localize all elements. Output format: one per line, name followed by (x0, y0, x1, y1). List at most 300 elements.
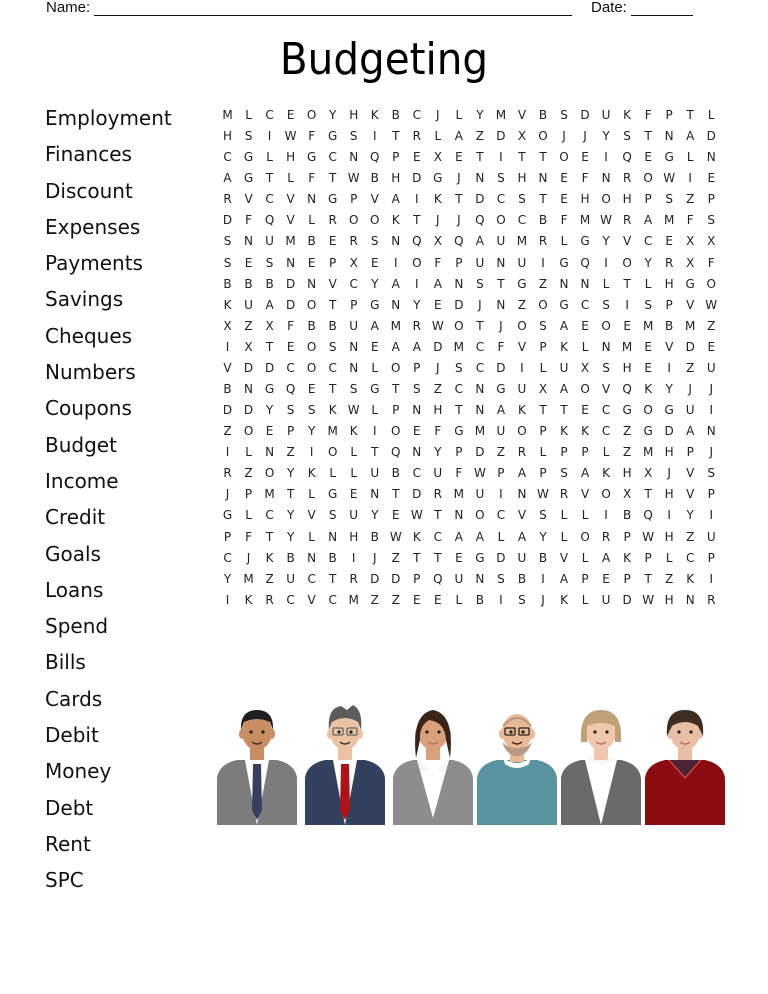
grid-letter[interactable]: H (664, 529, 674, 544)
grid-letter[interactable]: I (372, 129, 377, 144)
grid-letter[interactable]: Q (433, 571, 443, 586)
grid-letter[interactable]: A (517, 466, 527, 481)
grid-letter[interactable]: T (329, 382, 337, 397)
grid-letter[interactable]: Y (223, 571, 232, 586)
grid-letter[interactable]: H (580, 192, 590, 207)
grid-letter[interactable]: C (265, 108, 274, 122)
grid-letter[interactable]: H (664, 445, 674, 460)
grid-letter[interactable]: E (707, 171, 716, 186)
grid-letter[interactable]: L (329, 466, 337, 481)
grid-letter[interactable]: F (245, 213, 252, 228)
grid-letter[interactable]: U (706, 360, 716, 375)
grid-letter[interactable]: Z (686, 360, 695, 375)
grid-letter[interactable]: S (560, 108, 568, 122)
grid-letter[interactable]: E (455, 150, 463, 165)
grid-letter[interactable]: I (393, 255, 398, 270)
grid-letter[interactable]: P (329, 255, 337, 270)
grid-letter[interactable]: E (560, 192, 568, 207)
grid-letter[interactable]: F (707, 255, 715, 270)
grid-letter[interactable]: C (496, 508, 506, 523)
grid-letter[interactable]: H (622, 192, 632, 207)
grid-letter[interactable]: S (623, 129, 631, 144)
grid-letter[interactable]: B (622, 508, 632, 523)
grid-letter[interactable]: P (623, 571, 631, 586)
grid-letter[interactable]: V (244, 192, 253, 207)
grid-letter[interactable]: W (431, 318, 444, 333)
grid-letter[interactable]: R (622, 171, 632, 186)
grid-letter[interactable]: E (455, 550, 463, 565)
grid-letter[interactable]: G (370, 297, 380, 312)
grid-letter[interactable]: D (475, 445, 485, 460)
grid-letter[interactable]: A (454, 529, 463, 544)
grid-letter[interactable]: V (665, 339, 674, 354)
grid-letter[interactable]: T (539, 150, 547, 165)
grid-letter[interactable]: R (265, 592, 274, 607)
grid-letter[interactable]: Y (602, 129, 610, 144)
grid-letter[interactable]: N (412, 403, 422, 418)
grid-letter[interactable]: O (580, 529, 590, 544)
grid-letter[interactable]: B (517, 571, 527, 586)
grid-letter[interactable]: S (223, 255, 232, 270)
grid-letter[interactable]: C (601, 424, 611, 439)
grid-letter[interactable]: Y (434, 445, 442, 460)
grid-letter[interactable]: D (243, 403, 254, 418)
grid-letter[interactable]: V (580, 487, 590, 502)
grid-letter[interactable]: C (328, 360, 337, 375)
grid-letter[interactable]: C (286, 592, 295, 607)
grid-letter[interactable]: R (433, 487, 442, 502)
grid-letter[interactable]: I (688, 171, 692, 186)
grid-letter[interactable]: A (559, 382, 569, 397)
grid-letter[interactable]: A (580, 466, 590, 481)
grid-letter[interactable]: C (412, 108, 421, 122)
grid-letter[interactable]: N (475, 382, 485, 397)
grid-letter[interactable]: S (602, 360, 610, 375)
grid-letter[interactable]: F (245, 529, 252, 544)
grid-letter[interactable]: T (392, 129, 400, 144)
grid-letter[interactable]: J (562, 129, 566, 144)
grid-letter[interactable]: J (457, 213, 461, 228)
grid-letter[interactable]: E (413, 592, 421, 607)
grid-letter[interactable]: U (475, 255, 485, 270)
grid-letter[interactable]: E (644, 360, 652, 375)
grid-letter[interactable]: Q (454, 234, 464, 249)
grid-letter[interactable]: R (538, 234, 548, 249)
grid-letter[interactable]: N (475, 403, 485, 418)
grid-letter[interactable]: I (667, 508, 671, 523)
grid-letter[interactable]: K (412, 529, 421, 544)
grid-letter[interactable]: C (328, 592, 337, 607)
grid-letter[interactable]: S (328, 339, 337, 354)
grid-letter[interactable]: E (349, 487, 358, 502)
grid-letter[interactable]: T (371, 445, 379, 460)
grid-letter[interactable]: X (580, 360, 590, 375)
grid-letter[interactable]: F (455, 466, 463, 481)
grid-letter[interactable]: E (413, 150, 421, 165)
grid-letter[interactable]: C (475, 339, 485, 354)
date-blank-line[interactable] (631, 1, 693, 16)
grid-letter[interactable]: C (517, 213, 527, 228)
grid-letter[interactable]: H (433, 403, 443, 418)
grid-letter[interactable]: M (390, 318, 401, 333)
grid-letter[interactable]: I (667, 360, 671, 375)
grid-letter[interactable]: U (496, 234, 506, 249)
grid-letter[interactable]: Q (643, 508, 653, 523)
grid-letter[interactable]: F (644, 108, 652, 122)
grid-letter[interactable]: P (665, 108, 673, 122)
grid-letter[interactable]: Q (370, 150, 380, 165)
grid-letter[interactable]: T (329, 297, 337, 312)
grid-letter[interactable]: J (541, 592, 545, 607)
grid-letter[interactable]: Y (307, 424, 316, 439)
grid-letter[interactable]: B (307, 318, 316, 333)
grid-letter[interactable]: X (223, 318, 232, 333)
grid-letter[interactable]: E (413, 424, 421, 439)
grid-letter[interactable]: N (601, 171, 611, 186)
grid-letter[interactable]: L (434, 129, 442, 144)
grid-letter[interactable]: G (559, 255, 569, 270)
grid-letter[interactable]: B (538, 108, 548, 122)
grid-letter[interactable]: J (436, 108, 440, 122)
grid-letter[interactable]: G (580, 234, 590, 249)
grid-letter[interactable]: Z (391, 550, 400, 565)
grid-letter[interactable]: R (223, 192, 232, 207)
grid-letter[interactable]: L (602, 276, 610, 291)
grid-letter[interactable]: G (328, 192, 338, 207)
grid-letter[interactable]: B (223, 382, 232, 397)
grid-letter[interactable]: L (308, 487, 315, 502)
grid-letter[interactable]: X (538, 382, 548, 397)
grid-letter[interactable]: D (243, 360, 254, 375)
grid-letter[interactable]: X (686, 234, 695, 249)
grid-letter[interactable]: L (287, 171, 294, 186)
grid-letter[interactable]: O (580, 382, 590, 397)
grid-letter[interactable]: O (243, 424, 254, 439)
grid-letter[interactable]: D (433, 339, 443, 354)
grid-letter[interactable]: R (665, 255, 674, 270)
grid-letter[interactable]: J (225, 487, 230, 502)
grid-letter[interactable]: L (308, 213, 315, 228)
grid-letter[interactable]: L (371, 360, 379, 375)
grid-letter[interactable]: C (686, 550, 695, 565)
grid-letter[interactable]: E (581, 318, 589, 333)
grid-letter[interactable]: J (667, 466, 671, 481)
grid-letter[interactable]: A (265, 297, 274, 312)
grid-letter[interactable]: V (623, 234, 632, 249)
grid-letter[interactable]: S (602, 297, 610, 312)
grid-letter[interactable]: Z (686, 529, 695, 544)
grid-letter[interactable]: L (266, 150, 273, 165)
grid-letter[interactable]: W (705, 297, 718, 312)
grid-letter[interactable]: L (245, 445, 252, 460)
grid-letter[interactable]: A (517, 529, 527, 544)
grid-letter[interactable]: O (306, 297, 317, 312)
grid-letter[interactable]: D (664, 424, 674, 439)
grid-letter[interactable]: A (475, 529, 484, 544)
grid-letter[interactable]: E (581, 403, 589, 418)
grid-letter[interactable]: T (518, 150, 526, 165)
grid-letter[interactable]: D (285, 297, 296, 312)
grid-letter[interactable]: E (707, 339, 716, 354)
grid-letter[interactable]: K (307, 466, 316, 481)
name-field[interactable] (46, 0, 572, 16)
grid-letter[interactable]: U (517, 255, 527, 270)
grid-letter[interactable]: Y (286, 466, 295, 481)
grid-letter[interactable]: L (707, 108, 715, 122)
grid-letter[interactable]: N (475, 571, 485, 586)
grid-letter[interactable]: L (560, 529, 568, 544)
grid-letter[interactable]: L (455, 592, 463, 607)
grid-letter[interactable]: A (686, 424, 695, 439)
grid-letter[interactable]: S (518, 192, 526, 207)
grid-letter[interactable]: N (601, 339, 611, 354)
grid-letter[interactable]: O (475, 508, 485, 523)
grid-letter[interactable]: K (223, 297, 232, 312)
grid-letter[interactable]: I (541, 255, 545, 270)
grid-letter[interactable]: M (495, 108, 507, 122)
grid-letter[interactable]: O (601, 192, 611, 207)
grid-letter[interactable]: Y (476, 108, 484, 122)
grid-letter[interactable]: T (434, 508, 442, 523)
grid-letter[interactable]: K (602, 466, 611, 481)
grid-letter[interactable]: A (475, 234, 484, 249)
grid-letter[interactable]: Z (622, 445, 632, 460)
grid-letter[interactable]: Y (329, 108, 337, 122)
grid-letter[interactable]: B (391, 466, 400, 481)
grid-letter[interactable]: E (602, 571, 610, 586)
grid-letter[interactable]: Z (433, 382, 442, 397)
grid-letter[interactable]: T (392, 382, 400, 397)
grid-letter[interactable]: N (496, 255, 506, 270)
grid-letter[interactable]: G (370, 382, 380, 397)
grid-letter[interactable]: I (604, 508, 608, 523)
grid-letter[interactable]: L (497, 529, 505, 544)
grid-letter[interactable]: I (604, 150, 608, 165)
grid-letter[interactable]: H (664, 592, 674, 607)
name-blank-line[interactable] (94, 1, 572, 16)
grid-letter[interactable]: G (243, 171, 254, 186)
grid-letter[interactable]: F (308, 171, 316, 186)
grid-letter[interactable]: N (454, 508, 464, 523)
grid-letter[interactable]: F (434, 424, 442, 439)
grid-letter[interactable]: T (476, 150, 484, 165)
grid-letter[interactable]: V (517, 508, 527, 523)
grid-letter[interactable]: O (454, 318, 464, 333)
grid-letter[interactable]: T (392, 487, 400, 502)
grid-letter[interactable]: N (517, 487, 527, 502)
grid-letter[interactable]: T (329, 571, 337, 586)
grid-letter[interactable]: C (223, 150, 232, 165)
grid-letter[interactable]: U (244, 297, 253, 312)
grid-letter[interactable]: F (560, 213, 568, 228)
grid-letter[interactable]: N (349, 339, 359, 354)
grid-letter[interactable]: Y (371, 508, 379, 523)
grid-letter[interactable]: Q (412, 234, 422, 249)
grid-letter[interactable]: Y (371, 276, 379, 291)
grid-letter[interactable]: R (223, 466, 232, 481)
grid-letter[interactable]: D (706, 129, 716, 144)
grid-letter[interactable]: A (686, 129, 695, 144)
grid-letter[interactable]: N (496, 297, 506, 312)
grid-letter[interactable]: V (307, 592, 316, 607)
grid-letter[interactable]: U (559, 360, 569, 375)
grid-letter[interactable]: X (622, 487, 632, 502)
grid-letter[interactable]: T (455, 192, 463, 207)
grid-letter[interactable]: A (391, 339, 400, 354)
grid-letter[interactable]: Q (622, 150, 632, 165)
grid-letter[interactable]: C (349, 276, 358, 291)
grid-letter[interactable]: D (496, 360, 506, 375)
grid-letter[interactable]: G (622, 403, 632, 418)
grid-letter[interactable]: J (457, 171, 461, 186)
grid-letter[interactable]: E (581, 150, 589, 165)
grid-letter[interactable]: U (601, 592, 611, 607)
grid-letter[interactable]: E (434, 592, 442, 607)
grid-letter[interactable]: A (559, 318, 569, 333)
grid-letter[interactable]: L (539, 360, 547, 375)
grid-letter[interactable]: X (349, 255, 358, 270)
grid-letter[interactable]: R (707, 592, 716, 607)
grid-letter[interactable]: P (413, 571, 421, 586)
grid-letter[interactable]: Z (686, 192, 695, 207)
grid-letter[interactable]: P (644, 550, 652, 565)
grid-letter[interactable]: W (347, 171, 360, 186)
grid-letter[interactable]: L (581, 339, 589, 354)
grid-letter[interactable]: N (265, 445, 275, 460)
grid-letter[interactable]: Z (665, 571, 674, 586)
grid-letter[interactable]: R (412, 129, 421, 144)
grid-letter[interactable]: G (685, 276, 695, 291)
grid-letter[interactable]: J (436, 360, 440, 375)
grid-letter[interactable]: D (496, 550, 506, 565)
grid-letter[interactable]: N (244, 382, 254, 397)
grid-letter[interactable]: S (223, 234, 232, 249)
grid-letter[interactable]: D (412, 171, 422, 186)
grid-letter[interactable]: V (517, 339, 527, 354)
grid-letter[interactable]: M (285, 234, 296, 249)
grid-letter[interactable]: F (308, 129, 316, 144)
grid-letter[interactable]: O (643, 403, 653, 418)
grid-letter[interactable]: I (520, 360, 524, 375)
grid-letter[interactable]: N (307, 276, 317, 291)
grid-letter[interactable]: X (644, 466, 653, 481)
grid-letter[interactable]: B (223, 276, 232, 291)
grid-letter[interactable]: U (517, 382, 527, 397)
grid-letter[interactable]: T (644, 487, 652, 502)
grid-letter[interactable]: K (244, 592, 253, 607)
grid-letter[interactable]: D (222, 403, 233, 418)
grid-letter[interactable]: X (707, 234, 716, 249)
grid-letter[interactable]: A (223, 171, 232, 186)
grid-letter[interactable]: X (433, 234, 442, 249)
grid-letter[interactable]: O (601, 487, 611, 502)
grid-letter[interactable]: D (475, 192, 485, 207)
grid-letter[interactable]: B (286, 550, 295, 565)
grid-letter[interactable]: K (644, 382, 653, 397)
grid-letter[interactable]: V (686, 487, 695, 502)
grid-letter[interactable]: K (623, 108, 632, 122)
grid-letter[interactable]: N (328, 529, 338, 544)
grid-letter[interactable]: V (328, 276, 337, 291)
grid-letter[interactable]: L (245, 508, 252, 523)
grid-letter[interactable]: O (391, 360, 401, 375)
grid-letter[interactable]: L (644, 276, 652, 291)
grid-letter[interactable]: Z (475, 129, 484, 144)
grid-letter[interactable]: P (707, 192, 715, 207)
grid-letter[interactable]: R (517, 445, 527, 460)
grid-letter[interactable]: K (581, 424, 589, 439)
grid-letter[interactable]: S (644, 297, 652, 312)
grid-letter[interactable]: U (349, 318, 359, 333)
grid-letter[interactable]: E (244, 255, 253, 270)
grid-letter[interactable]: K (433, 192, 442, 207)
grid-letter[interactable]: S (539, 318, 547, 333)
grid-letter[interactable]: T (455, 403, 463, 418)
grid-letter[interactable]: K (349, 424, 358, 439)
grid-letter[interactable]: L (350, 445, 358, 460)
grid-letter[interactable]: A (391, 276, 400, 291)
grid-letter[interactable]: M (453, 487, 465, 502)
grid-letter[interactable]: B (475, 592, 484, 607)
grid-letter[interactable]: E (370, 255, 379, 270)
grid-letter[interactable]: I (499, 150, 503, 165)
grid-letter[interactable]: N (706, 150, 716, 165)
grid-letter[interactable]: V (517, 108, 527, 122)
grid-letter[interactable]: D (685, 339, 695, 354)
grid-letter[interactable]: S (286, 403, 295, 418)
grid-letter[interactable]: S (539, 508, 547, 523)
grid-letter[interactable]: G (222, 508, 233, 523)
grid-letter[interactable]: G (643, 424, 653, 439)
grid-letter[interactable]: V (601, 382, 611, 397)
grid-letter[interactable]: T (413, 550, 421, 565)
grid-letter[interactable]: J (436, 213, 440, 228)
grid-letter[interactable]: L (581, 550, 589, 565)
grid-letter[interactable]: Z (707, 318, 716, 333)
grid-letter[interactable]: H (349, 108, 359, 122)
grid-letter[interactable]: A (601, 550, 611, 565)
grid-letter[interactable]: G (475, 550, 485, 565)
grid-letter[interactable]: T (644, 571, 652, 586)
grid-letter[interactable]: M (243, 571, 254, 586)
grid-letter[interactable]: Q (285, 382, 296, 397)
grid-letter[interactable]: G (664, 403, 674, 418)
grid-letter[interactable]: P (455, 255, 463, 270)
grid-letter[interactable]: S (265, 255, 274, 270)
grid-letter[interactable]: P (350, 192, 358, 207)
grid-letter[interactable]: M (642, 445, 654, 460)
grid-letter[interactable]: K (518, 403, 526, 418)
grid-letter[interactable]: H (664, 276, 674, 291)
grid-letter[interactable]: B (328, 550, 337, 565)
grid-letter[interactable]: L (581, 592, 589, 607)
grid-letter[interactable]: G (243, 150, 254, 165)
grid-letter[interactable]: Z (244, 318, 253, 333)
grid-letter[interactable]: T (265, 339, 274, 354)
grid-letter[interactable]: N (475, 171, 485, 186)
grid-letter[interactable]: N (349, 360, 359, 375)
grid-letter[interactable]: C (412, 466, 421, 481)
grid-letter[interactable]: Z (286, 445, 295, 460)
grid-letter[interactable]: W (600, 213, 613, 228)
grid-letter[interactable]: A (412, 339, 421, 354)
grid-letter[interactable]: D (580, 108, 590, 122)
grid-letter[interactable]: O (517, 318, 527, 333)
grid-letter[interactable]: P (223, 529, 232, 544)
grid-letter[interactable]: O (327, 445, 338, 460)
grid-letter[interactable]: U (265, 234, 274, 249)
grid-letter[interactable]: M (348, 592, 359, 607)
